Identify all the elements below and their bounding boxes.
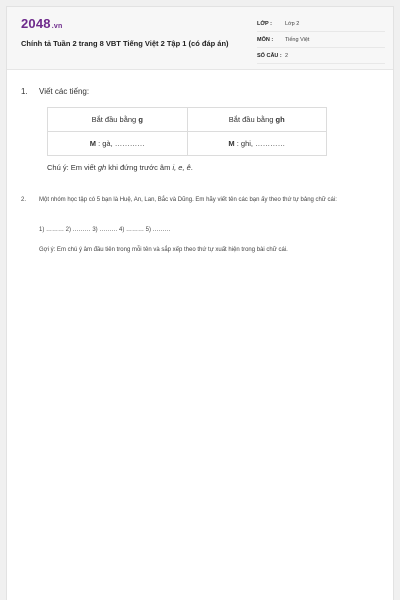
logo-text: 2048 bbox=[21, 16, 51, 31]
note-vowels: i, e, ê bbox=[172, 163, 191, 172]
document-header bbox=[7, 7, 393, 70]
answer-blanks: 1) ……… 2) ……… 3) ……… 4) ……… 5) ……… bbox=[39, 227, 171, 233]
table-cell bbox=[187, 132, 327, 156]
meta-value: 2 bbox=[285, 52, 289, 59]
header-text: Bắt đầu bằng bbox=[228, 115, 276, 124]
hint-text: Gợi ý: Em chú ý âm đầu tiên trong mỗi tên và sắp xếp theo thứ tự xuất hiện trong bài chữ cái. bbox=[39, 247, 288, 253]
site-logo[interactable] bbox=[21, 16, 62, 31]
meta-row-subject bbox=[257, 32, 385, 48]
document-title: Chính tả Tuần 2 trang 8 VBT Tiếng Việt 2 Tập 1 (có đáp án) bbox=[21, 39, 229, 48]
question-prompt: Viết các tiếng: bbox=[39, 87, 90, 96]
question-number: 1. bbox=[21, 87, 28, 96]
table-row bbox=[48, 132, 327, 156]
meta-value: Lớp 2 bbox=[285, 20, 300, 27]
exercise-table bbox=[47, 107, 327, 156]
question-number: 2. bbox=[21, 197, 27, 203]
example-text: : ghi, ………… bbox=[234, 139, 286, 148]
table-cell bbox=[48, 132, 188, 156]
header-bold: g bbox=[138, 115, 143, 124]
meta-value: Tiếng Việt bbox=[285, 36, 310, 43]
example-text: : gà, ………… bbox=[95, 139, 145, 148]
question-text: Một nhóm học tập có 5 bạn là Huệ, An, Lan, Bắc và Dũng. Em hãy viết tên các bạn ấy theo thứ tự bảng chữ cái: bbox=[39, 197, 337, 203]
note-gh: gh bbox=[97, 163, 107, 172]
question-1 bbox=[21, 87, 383, 96]
question-2 bbox=[21, 195, 383, 205]
note bbox=[47, 163, 193, 172]
meta-label: SỐ CÂU : bbox=[257, 52, 282, 59]
document-page bbox=[6, 6, 394, 600]
example-marker: M bbox=[89, 139, 96, 148]
meta-label: MÔN : bbox=[257, 36, 274, 43]
note-text: Chú ý: Em viết bbox=[47, 163, 98, 172]
header-bold: gh bbox=[275, 115, 285, 124]
logo-suffix: .vn bbox=[51, 23, 63, 30]
meta-row-question-count bbox=[257, 48, 385, 64]
note-text: . bbox=[190, 163, 193, 172]
table-header-cell bbox=[187, 108, 327, 132]
example-marker: M bbox=[228, 139, 235, 148]
meta-info bbox=[257, 16, 385, 64]
table-header-row bbox=[48, 108, 327, 132]
header-text: Bắt đầu bằng bbox=[91, 115, 139, 124]
meta-label: LỚP : bbox=[257, 20, 272, 27]
table-header-cell bbox=[48, 108, 188, 132]
note-text: khi đứng trước âm bbox=[106, 163, 173, 172]
meta-row-class bbox=[257, 16, 385, 32]
document-content bbox=[21, 87, 383, 253]
